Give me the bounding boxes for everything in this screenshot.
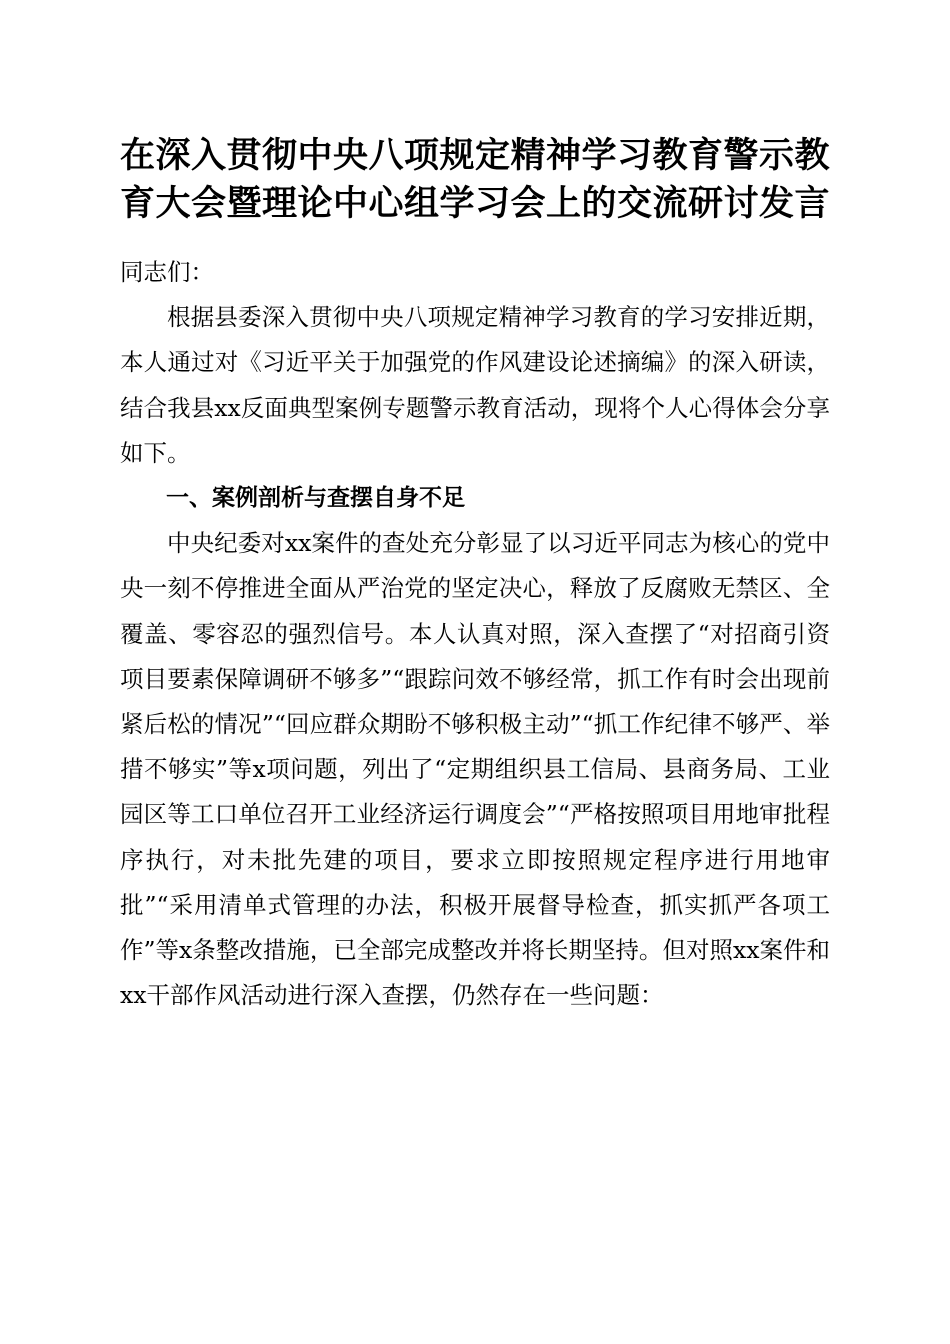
title-line-1: 在深入贯彻中央八项规定精神学习教育警示教	[119, 135, 830, 176]
body-paragraph: 中央纪委对xx案件的查处充分彰显了以习近平同志为核心的党中央一刻不停推进全面从严治党的坚定决心，释放了反腐败无禁区、全覆盖、零容忍的强烈信号。本人认真对照，深入查摆了“对招商引资项目要素保障调研不够多”“跟踪问效不够经常，抓工作有时会出现前紧后松的情况”“回应群众期盼不够积极主动”“抓工作纪律不够严、举措不够实”等x项问题，列出了“定期组织县工信局、县商务局、工业园区等工口单位召开工业经济运行调度会”“严格按照项目用地审批程序执行，对未批先建的项目，要求立即按照规定程序进行用地审批”“采用清单式管理的办法，积极开展督导检查，抓实抓严各项工作”等x条整改措施，已全部完成整改并将长期坚持。但对照xx案件和xx干部作风活动进行深入查摆，仍然存在一些问题：	[120, 529, 830, 1010]
document-body	[120, 250, 830, 1018]
title-line-2: 育大会暨理论中心组学习会上的交流研讨发言	[119, 183, 830, 224]
section-heading: 一、案例剖析与查摆自身不足	[166, 485, 465, 512]
intro-paragraph: 根据县委深入贯彻中央八项规定精神学习教育的学习安排近期，本人通过对《习近平关于加强党的作风建设论述摘编》的深入研读，结合我县xx反面典型案例专题警示教育活动，现将个人心得体会分享如下。	[120, 303, 830, 467]
document-title	[110, 132, 840, 228]
salutation: 同志们：	[120, 258, 214, 286]
